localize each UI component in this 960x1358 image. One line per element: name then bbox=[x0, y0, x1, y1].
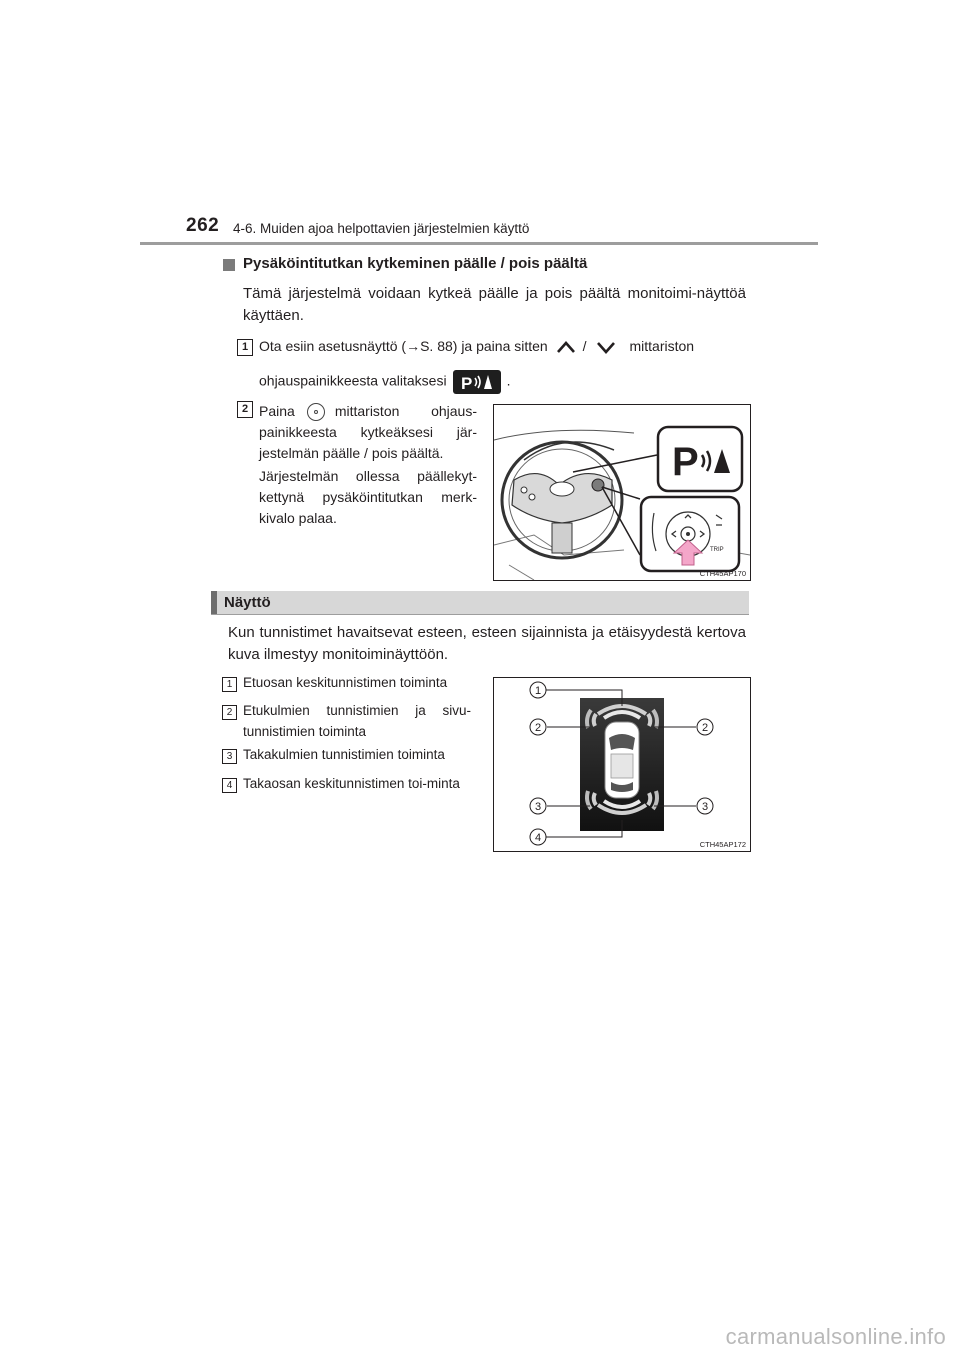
step-1-line-1 bbox=[259, 338, 745, 354]
svg-text:P: P bbox=[460, 374, 472, 393]
callout-3-left: 3 bbox=[534, 801, 542, 813]
step-2-text-b: mittariston ohjaus-painikkeesta kytkeäksesi jär-jestelmän päälle / pois päältä. bbox=[259, 403, 477, 461]
up-down-buttons bbox=[552, 340, 626, 354]
header-rule bbox=[140, 242, 818, 245]
step-1-text-c: ohjauspainikkeesta valitaksesi bbox=[259, 372, 447, 389]
callout-4: 4 bbox=[534, 832, 542, 844]
trip-button-label: TRIP bbox=[710, 547, 724, 553]
sensor-display-illustration bbox=[494, 678, 750, 851]
legend-item-2: Etukulmien tunnistimien ja sivu-tunnistimien toiminta bbox=[243, 703, 471, 739]
slash-separator: / bbox=[582, 338, 587, 355]
step-1-text-b: mittariston bbox=[629, 338, 695, 354]
step-number-1: 1 bbox=[237, 339, 253, 356]
display-description: Kun tunnistimet havaitsevat esteen, esteen sijainnista ja etäisyydestä kertova kuva ilmestyy monitoiminäyttöön. bbox=[228, 624, 746, 663]
section-intro: Tämä järjestelmä voidaan kytkeä päälle ja pois päältä monitoimi-näyttöä käyttäen. bbox=[243, 285, 746, 324]
legend-number-1: 1 bbox=[222, 677, 237, 692]
step-number-2: 2 bbox=[237, 401, 253, 418]
step-2-text-a: Paina bbox=[259, 403, 295, 419]
legend-item-1: Etuosan keskitunnistimen toiminta bbox=[243, 675, 448, 690]
callout-2-right: 2 bbox=[701, 722, 709, 734]
ok-button-icon bbox=[307, 403, 325, 421]
display-section-rule bbox=[211, 614, 749, 615]
step-1-line-2 bbox=[259, 370, 510, 394]
arrow-glyph: → bbox=[406, 338, 421, 354]
legend-number-3: 3 bbox=[222, 749, 237, 764]
chevron-up-icon bbox=[552, 340, 626, 354]
figure-2-code: CTH45AP172 bbox=[699, 840, 746, 849]
figure-1-code: CTH45AP170 bbox=[699, 569, 746, 578]
car-icon bbox=[605, 722, 639, 798]
step-1-page-ref: S. 88) ja paina sitten bbox=[420, 338, 548, 354]
steering-wheel-figure bbox=[493, 404, 751, 581]
legend-number-4: 4 bbox=[222, 778, 237, 793]
display-section-title: Näyttö bbox=[224, 594, 271, 611]
svg-text:P: P bbox=[672, 440, 699, 484]
page-number: 262 bbox=[186, 215, 220, 236]
step-2-note: Järjestelmän ollessa päällekyt-kettynä pysäköintitutkan merk-kivalo palaa. bbox=[259, 468, 477, 526]
parking-sensor-icon bbox=[453, 370, 501, 394]
step-1-text-a: Ota esiin asetusnäyttö ( bbox=[259, 338, 407, 354]
legend-item-3: Takakulmien tunnistimien toiminta bbox=[243, 747, 445, 762]
sensor-display-figure bbox=[493, 677, 751, 852]
step-1-text-d: . bbox=[506, 372, 511, 389]
steering-wheel-illustration bbox=[494, 405, 750, 580]
section-bullet-icon bbox=[223, 259, 235, 271]
watermark: carmanualsonline.info bbox=[725, 1324, 946, 1349]
legend-item-4: Takaosan keskitunnistimen toi-minta bbox=[243, 776, 460, 791]
section-title: Pysäköintitutkan kytkeminen päälle / pois päältä bbox=[243, 255, 588, 272]
callout-2-left: 2 bbox=[534, 722, 542, 734]
legend-number-2: 2 bbox=[222, 705, 237, 720]
chapter-title: 4-6. Muiden ajoa helpottavien järjestelmien käyttö bbox=[233, 221, 530, 236]
display-section-band bbox=[211, 591, 749, 615]
callout-3-right: 3 bbox=[701, 801, 709, 813]
step-2-text bbox=[259, 401, 477, 464]
callout-1: 1 bbox=[534, 685, 542, 697]
display-section-accent bbox=[211, 591, 217, 615]
